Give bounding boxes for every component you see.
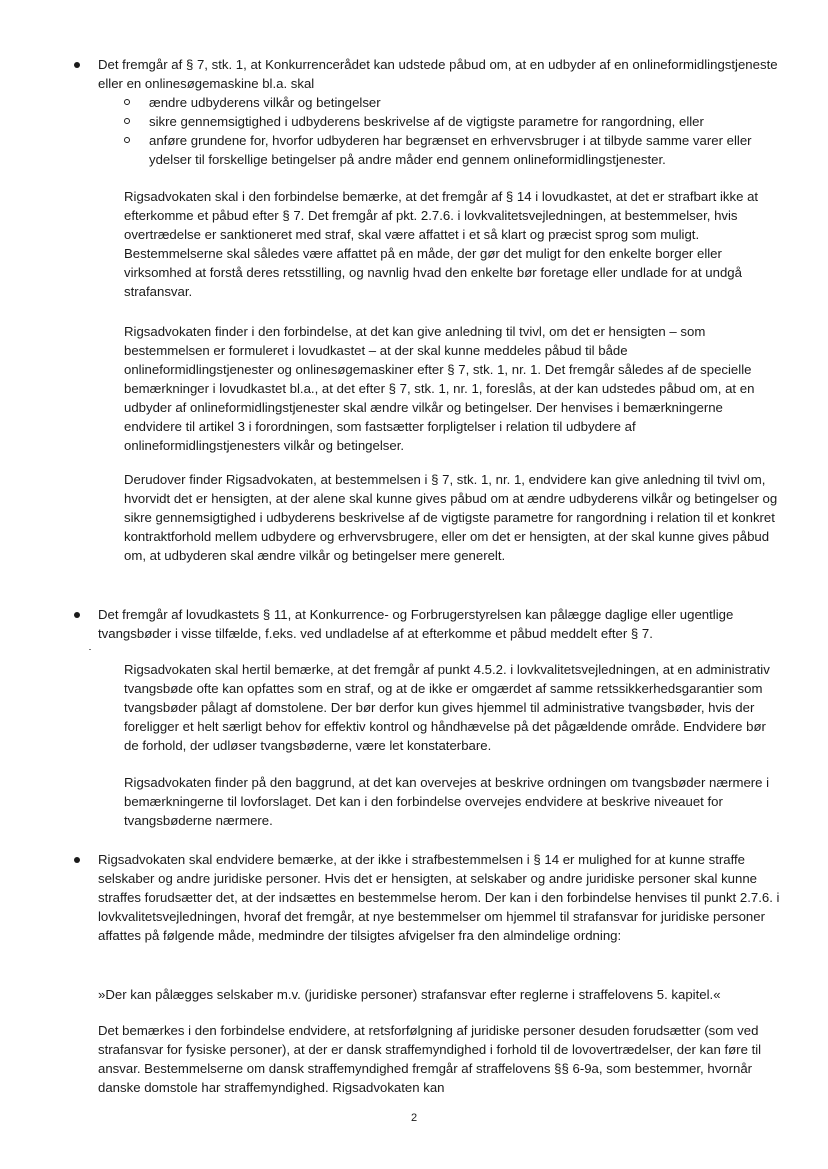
scan-mark xyxy=(89,649,91,650)
paragraph: Rigsadvokaten finder i den forbindelse, at det kan give anledning til tvivl, om det er hensigten – som bestemmelsen er formuleret i lovudkastet – at der skal kunne meddeles påbud til både onlineformidlingstjenester og onlinesøgemaskiner efter § 7, stk. 1, nr. 1. Det fremgår således af de specielle bemærkninger i lovudkastet bl.a., at det efter § 7, stk. 1, nr. 1, foreslås, at der kan udstedes påbud om, at en udbyder af onlineformidlingstjenester skal ændre vilkår og betingelser. Der henvises i bemærkningerne endvidere til artikel 3 i forordningen, som fastsætter forpligtelser i relation til udbydere af onlineformidlingstjenesters vilkår og betingelser. xyxy=(124,324,755,453)
bullet-text: Det fremgår af § 7, stk. 1, at Konkurrencerådet kan udstede påbud om, at en udbyder af en onlineformidlingstjeneste eller en onlinesøgemaskine bl.a. skal xyxy=(98,57,778,91)
paragraph: Det bemærkes i den forbindelse endvidere, at retsforfølgning af juridiske personer desuden forudsætter (som ved strafansvar for fysiske personer), at der er dansk straffemyndighed i forhold til de lovovertrædelser, der kan føre til ansvar. Bestemmelserne om dansk straffemyndighed fremgår af straffelovens §§ 6-9a, som bestemmer, hvornår danske domstole har straffemyndighed. Rigsadvokaten kan xyxy=(98,1023,762,1095)
sub-list-item: ændre udbyderens vilkår og betingelser xyxy=(124,93,780,112)
sub-list-item: anføre grundene for, hvorfor udbyderen har begrænset en erhvervsbruger i at tilbyde samme varer eller ydelser til forskellige betingelser på andre måder end gennem onlineformidlingstjenester. xyxy=(124,131,780,169)
paragraph: Rigsadvokaten finder på den baggrund, at det kan overvejes at beskrive ordningen om tvangsbøder nærmere i bemærkningerne til lovforslaget. Det kan i den forbindelse overvejes endvidere at beskrive niveauet for tvangsbøderne nærmere. xyxy=(124,775,770,828)
circle-bullet-icon xyxy=(124,137,130,143)
sub-list-item: sikre gennemsigtighed i udbyderens beskrivelse af de vigtigste parametre for rangordning, eller xyxy=(124,112,780,131)
sub-list xyxy=(124,93,780,169)
paragraph: Rigsadvokaten skal i den forbindelse bemærke, at det fremgår af § 14 i lovudkastet, at det er strafbart ikke at efterkomme et påbud efter § 7. Det fremgår af pkt. 2.7.6. i lovkvalitetsvejledningen, at bestemmelser, hvis overtrædelse er sanktioneret med straf, skal være affattet i et så klart og præcist sprog som muligt. Bestemmelserne skal således være affattet på en måde, der gør det muligt for den enkelte borger eller virksomhed at forstå deres retsstilling, og navnlig hvad den enkelte bør foretage eller undlade for at undgå strafansvar. xyxy=(124,189,759,299)
bullet-text: Rigsadvokaten skal endvidere bemærke, at der ikke i strafbestemmelsen i § 14 er mulighed for at kunne straffe selskaber og andre juridiske personer. Hvis det er hensigten, at selskaber og andre juridiske personer skal kunne straffes forudsætter det, at der indsættes en bestemmelse herom. Der kan i den forbindelse henvises til punkt 2.7.6. i lovkvalitetsvejledningen, hvoraf det fremgår, at nye bestemmelser om hjemmel til strafansvar for juridiske personer affattes på følgende måde, medmindre der tilsigtes afvigelser fra den almindelige ordning: xyxy=(98,852,780,943)
paragraph: Derudover finder Rigsadvokaten, at bestemmelsen i § 7, stk. 1, nr. 1, endvidere kan give anledning til tvivl om, hvorvidt det er hensigten, at der alene skal kunne gives påbud om at ændre udbyderens vilkår og betingelser og sikre gennemsigtighed i udbyderens beskrivelse af de vigtigste parametre for rangordning i relation til et konkret kontraktforhold mellem udbydere og erhvervsbrugere, eller om det er hensigten, at der skal kunne gives påbud om, at udbyderen skal ændre vilkår og betingelser mere generelt. xyxy=(124,472,778,563)
bullet-text: Det fremgår af lovudkastets § 11, at Konkurrence- og Forbrugerstyrelsen kan pålægge daglige eller ugentlige tvangsbøder i visse tilfælde, f.eks. ved undladelse af at efterkomme et påbud meddelt efter § 7. xyxy=(98,607,734,641)
bullet-icon xyxy=(74,857,80,863)
paragraph: Rigsadvokaten skal hertil bemærke, at det fremgår af punkt 4.5.2. i lovkvalitetsvejledningen, at en administrativ tvangsbøde ofte kan opfattes som en straf, og at de ikke er omgærdet af samme retssikkerhedsgarantier som tvangsbøder pålagt af domstolene. Der bør derfor kun gives hjemmel til administrative tvangsbøder, hvis der foreligger et helt særligt behov for effektiv kontrol og håndhævelse på det pågældende område. Endvidere bør de forhold, der udløser tvangsbøderne, være let konstaterbare. xyxy=(124,662,770,753)
bullet-icon xyxy=(74,62,80,68)
page-number: 2 xyxy=(410,1112,418,1124)
circle-bullet-icon xyxy=(124,118,130,124)
bullet-item xyxy=(98,55,780,93)
circle-bullet-icon xyxy=(124,99,130,105)
quoted-provision: »Der kan pålægges selskaber m.v. (juridiske personer) strafansvar efter reglerne i straffelovens 5. kapitel.« xyxy=(98,987,721,1002)
bullet-icon xyxy=(74,612,80,618)
bullet-item xyxy=(98,605,780,643)
bullet-item xyxy=(98,850,780,945)
